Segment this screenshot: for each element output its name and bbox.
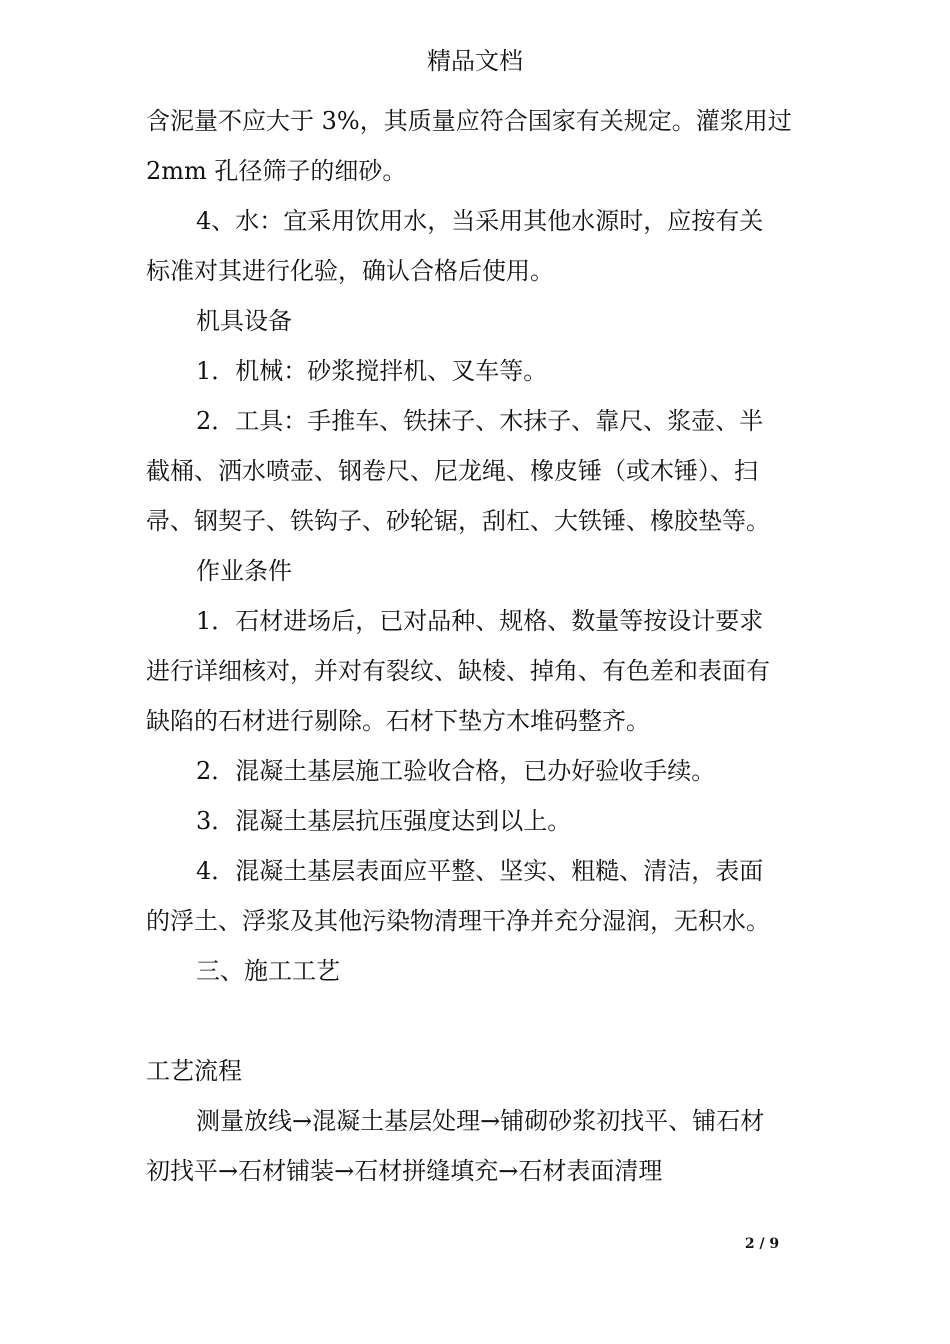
- body-line: 1．机械：砂浆搅拌机、叉车等。: [196, 357, 548, 385]
- section-heading-flow: 工艺流程: [146, 1057, 242, 1085]
- page-number: 2 / 9: [744, 1236, 780, 1252]
- section-heading-equipment: 机具设备: [196, 307, 292, 335]
- page-header-title: 精品文档: [427, 47, 523, 75]
- body-line: 的浮土、浮浆及其他污染物清理干净并充分湿润，无积水。: [146, 907, 770, 935]
- body-line: 缺陷的石材进行剔除。石材下垫方木堆码整齐。: [146, 707, 650, 735]
- body-line: 测量放线→混凝土基层处理→铺砌砂浆初找平、铺石材: [196, 1107, 765, 1135]
- body-line: 4、水：宜采用饮用水，当采用其他水源时，应按有关: [196, 207, 764, 235]
- document-body: [146, 96, 808, 1196]
- body-line: 2．工具：手推车、铁抹子、木抹子、靠尺、浆壶、半: [196, 407, 764, 435]
- section-heading-conditions: 作业条件: [196, 557, 292, 585]
- body-line: 4．混凝土基层表面应平整、坚实、粗糙、清洁，表面: [196, 857, 764, 885]
- body-line: 进行详细核对，并对有裂纹、缺棱、掉角、有色差和表面有: [146, 657, 770, 685]
- body-line: 2mm 孔径筛子的细砂。: [146, 157, 407, 185]
- body-line: 截桶、洒水喷壶、钢卷尺、尼龙绳、橡皮锤（或木锤）、扫: [146, 457, 758, 485]
- body-line: 初找平→石材铺装→石材拼缝填充→石材表面清理: [146, 1157, 663, 1185]
- body-line: 1．石材进场后，已对品种、规格、数量等按设计要求: [196, 607, 764, 635]
- body-line: 2．混凝土基层施工验收合格，已办好验收手续。: [196, 757, 716, 785]
- body-line: 含泥量不应大于 3%，其质量应符合国家有关规定。灌浆用过: [146, 107, 792, 135]
- section-heading-process: 三、施工工艺: [196, 957, 340, 985]
- blank-line: [146, 996, 808, 1046]
- body-line: 标准对其进行化验，确认合格后使用。: [146, 257, 554, 285]
- body-line: 帚、钢契子、铁钩子、砂轮锯，刮杠、大铁锤、橡胶垫等。: [146, 507, 770, 535]
- body-line: 3．混凝土基层抗压强度达到以上。: [196, 807, 572, 835]
